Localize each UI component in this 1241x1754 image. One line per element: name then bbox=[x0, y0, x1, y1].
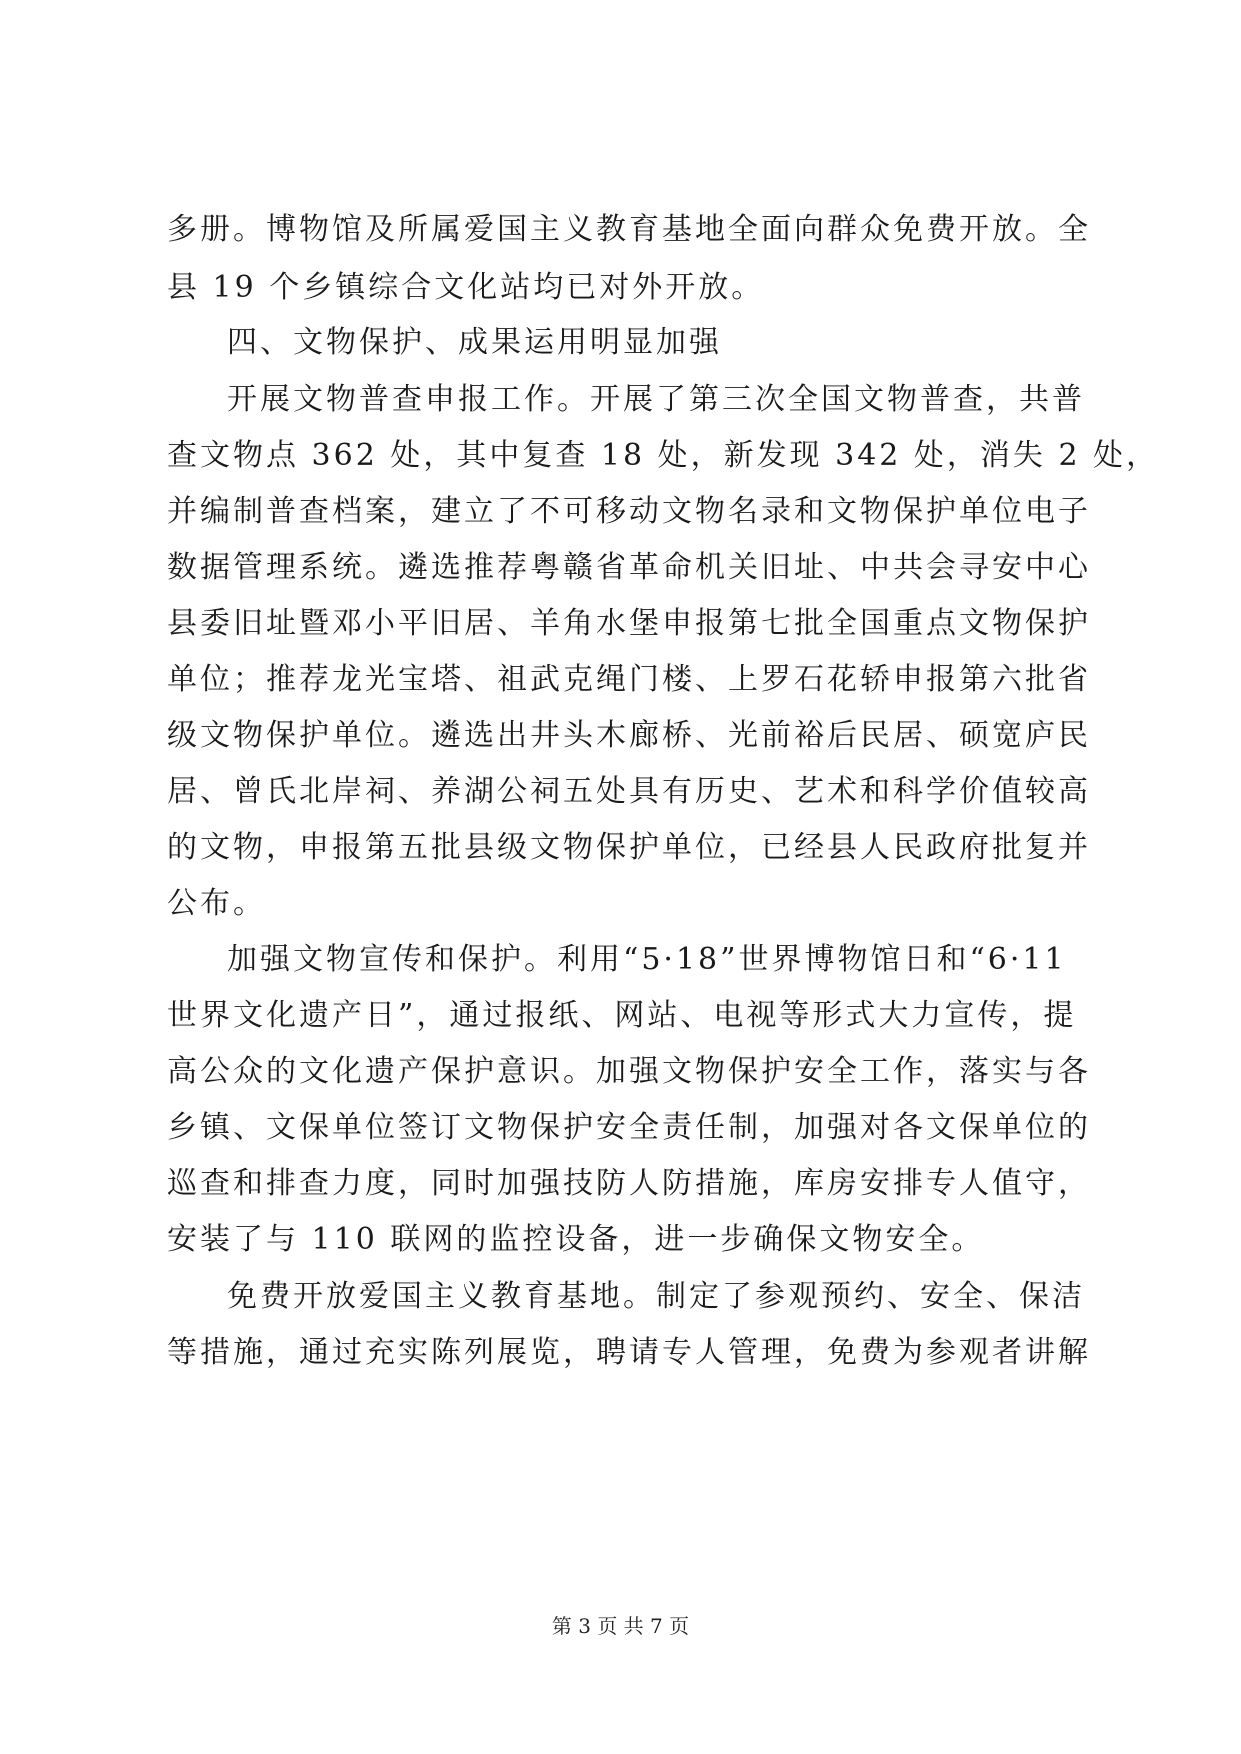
text-line: 县委旧址暨邓小平旧居、羊角水堡申报第七批全国重点文物保护 bbox=[167, 606, 1091, 641]
text-line: 高公众的文化遗产保护意识。加强文物保护安全工作，落实与各 bbox=[167, 1054, 1091, 1089]
text-line: 县 19 个乡镇综合文化站均已对外开放。 bbox=[167, 270, 765, 305]
section-heading: 四、文物保护、成果运用明显加强 bbox=[227, 325, 722, 360]
text-line: 开展文物普查申报工作。开展了第三次全国文物普查，共普 bbox=[227, 382, 1085, 417]
text-line: 免费开放爱国主义教育基地。制定了参观预约、安全、保洁 bbox=[227, 1279, 1085, 1314]
text-line: 并编制普查档案，建立了不可移动文物名录和文物保护单位电子 bbox=[167, 494, 1091, 529]
text-line: 多册。博物馆及所属爱国主义教育基地全面向群众免费开放。全 bbox=[167, 212, 1091, 247]
text-line: 巡查和排查力度，同时加强技防人防措施，库房安排专人值守， bbox=[167, 1166, 1091, 1201]
text-line: 安装了与 110 联网的监控设备，进一步确保文物安全。 bbox=[167, 1222, 985, 1257]
text-line: 查文物点 362 处，其中复查 18 处，新发现 342 处，消失 2 处， bbox=[167, 438, 1160, 473]
text-line: 世界文化遗产日”，通过报纸、网站、电视等形式大力宣传，提 bbox=[167, 998, 1077, 1033]
text-line: 的文物，申报第五批县级文物保护单位，已经县人民政府批复并 bbox=[167, 830, 1091, 865]
text-line: 单位；推荐龙光宝塔、祖武克绳门楼、上罗石花轿申报第六批省 bbox=[167, 662, 1091, 697]
text-line: 等措施，通过充实陈列展览，聘请专人管理，免费为参观者讲解 bbox=[167, 1335, 1091, 1370]
page-number-footer: 第 3 页 共 7 页 bbox=[551, 1614, 690, 1638]
text-line: 公布。 bbox=[167, 886, 266, 921]
text-line: 乡镇、文保单位签订文物保护安全责任制，加强对各文保单位的 bbox=[167, 1110, 1091, 1145]
text-line: 居、曾氏北岸祠、养湖公祠五处具有历史、艺术和科学价值较高 bbox=[167, 774, 1091, 809]
text-line: 加强文物宣传和保护。利用“5·18”世界博物馆日和“6·11 bbox=[227, 942, 1067, 977]
text-line: 数据管理系统。遴选推荐粤赣省革命机关旧址、中共会寻安中心 bbox=[167, 550, 1091, 585]
text-line: 级文物保护单位。遴选出井头木廊桥、光前裕后民居、硕宽庐民 bbox=[167, 718, 1091, 753]
